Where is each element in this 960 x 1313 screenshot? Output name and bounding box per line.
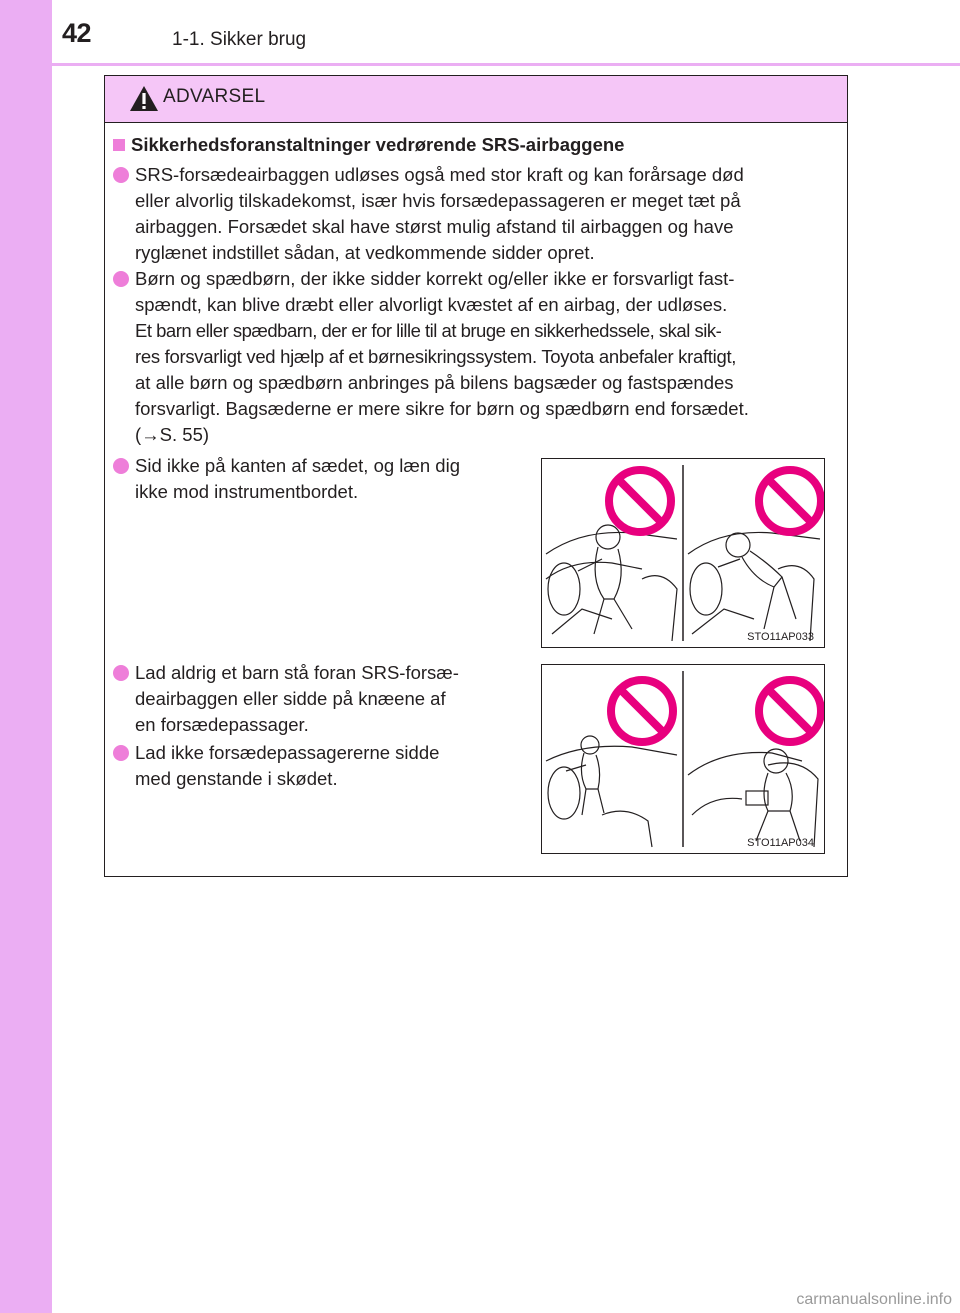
illustration-child-passenger	[542, 665, 824, 853]
prohibition-icon	[759, 680, 821, 742]
bullet-dot-icon	[113, 665, 129, 681]
text-line: deairbaggen eller sidde på knæene af	[135, 688, 446, 709]
text-line: (→S. 55)	[135, 424, 210, 445]
warning-item	[135, 266, 841, 448]
warning-header	[105, 76, 847, 123]
subheading	[113, 134, 624, 156]
warning-item	[135, 660, 519, 738]
figure-code: STO11AP034	[747, 837, 814, 849]
text-line: forsvarligt. Bagsæderne er mere sikre for børn og spædbørn end forsædet.	[135, 398, 749, 419]
section-title: 1-1. Sikker brug	[172, 29, 307, 50]
text-line: airbaggen. Forsædet skal have størst mulig afstand til airbaggen og have	[135, 216, 734, 237]
text-line: en forsædepassager.	[135, 714, 309, 735]
text-line: Sid ikke på kanten af sædet, og læn dig	[135, 455, 460, 476]
figure-child-airbag	[541, 664, 825, 854]
square-bullet-icon	[113, 139, 125, 151]
warning-item	[135, 453, 519, 505]
bullet-dot-icon	[113, 458, 129, 474]
figure-code: STO11AP033	[747, 631, 814, 643]
header-rule	[52, 63, 960, 66]
text-line: SRS-forsædeairbaggen udløses også med stor kraft og kan forårsage død	[135, 164, 744, 185]
figure-seating-posture	[541, 458, 825, 648]
text-line: eller alvorlig tilskadekomst, især hvis forsædepassageren er meget tæt på	[135, 190, 741, 211]
text-line: med genstande i skødet.	[135, 768, 338, 789]
warning-triangle-icon	[129, 85, 159, 112]
text-line: at alle børn og spædbørn anbringes på bilens bagsæder og fastspændes	[135, 372, 734, 393]
illustration-passenger-posture	[542, 459, 824, 647]
prohibition-icon	[759, 470, 821, 532]
bullet-dot-icon	[113, 271, 129, 287]
text-line: Lad aldrig et barn stå foran SRS-forsæ-	[135, 662, 459, 683]
text-line: res forsvarligt ved hjælp af et børnesikringssystem. Toyota anbefaler kraftigt,	[135, 346, 737, 367]
subheading-text: Sikkerhedsforanstaltninger vedrørende SRS-airbaggene	[131, 134, 625, 155]
text-line: ryglænet indstillet sådan, at vedkommende sidder opret.	[135, 242, 595, 263]
prohibition-icon	[609, 470, 671, 532]
warning-title: ADVARSEL	[163, 86, 266, 107]
bullet-dot-icon	[113, 167, 129, 183]
warning-item	[135, 740, 519, 792]
warning-box	[104, 75, 848, 877]
text-line: Et barn eller spædbarn, der er for lille til at bruge en sikkerhedssele, skal sik-	[135, 320, 722, 341]
text-line: Børn og spædbørn, der ikke sidder korrekt og/eller ikke er forsvarligt fast-	[135, 268, 735, 289]
bullet-dot-icon	[113, 745, 129, 761]
side-strip	[0, 0, 52, 1313]
text-line: ikke mod instrumentbordet.	[135, 481, 359, 502]
text-line: Lad ikke forsædepassagererne sidde	[135, 742, 440, 763]
prohibition-icon	[611, 680, 673, 742]
warning-item	[135, 162, 841, 266]
watermark: carmanualsonline.info	[796, 1291, 952, 1308]
text-line: spændt, kan blive dræbt eller alvorligt kvæstet af en airbag, der udløses.	[135, 294, 728, 315]
page-number: 42	[62, 18, 92, 48]
